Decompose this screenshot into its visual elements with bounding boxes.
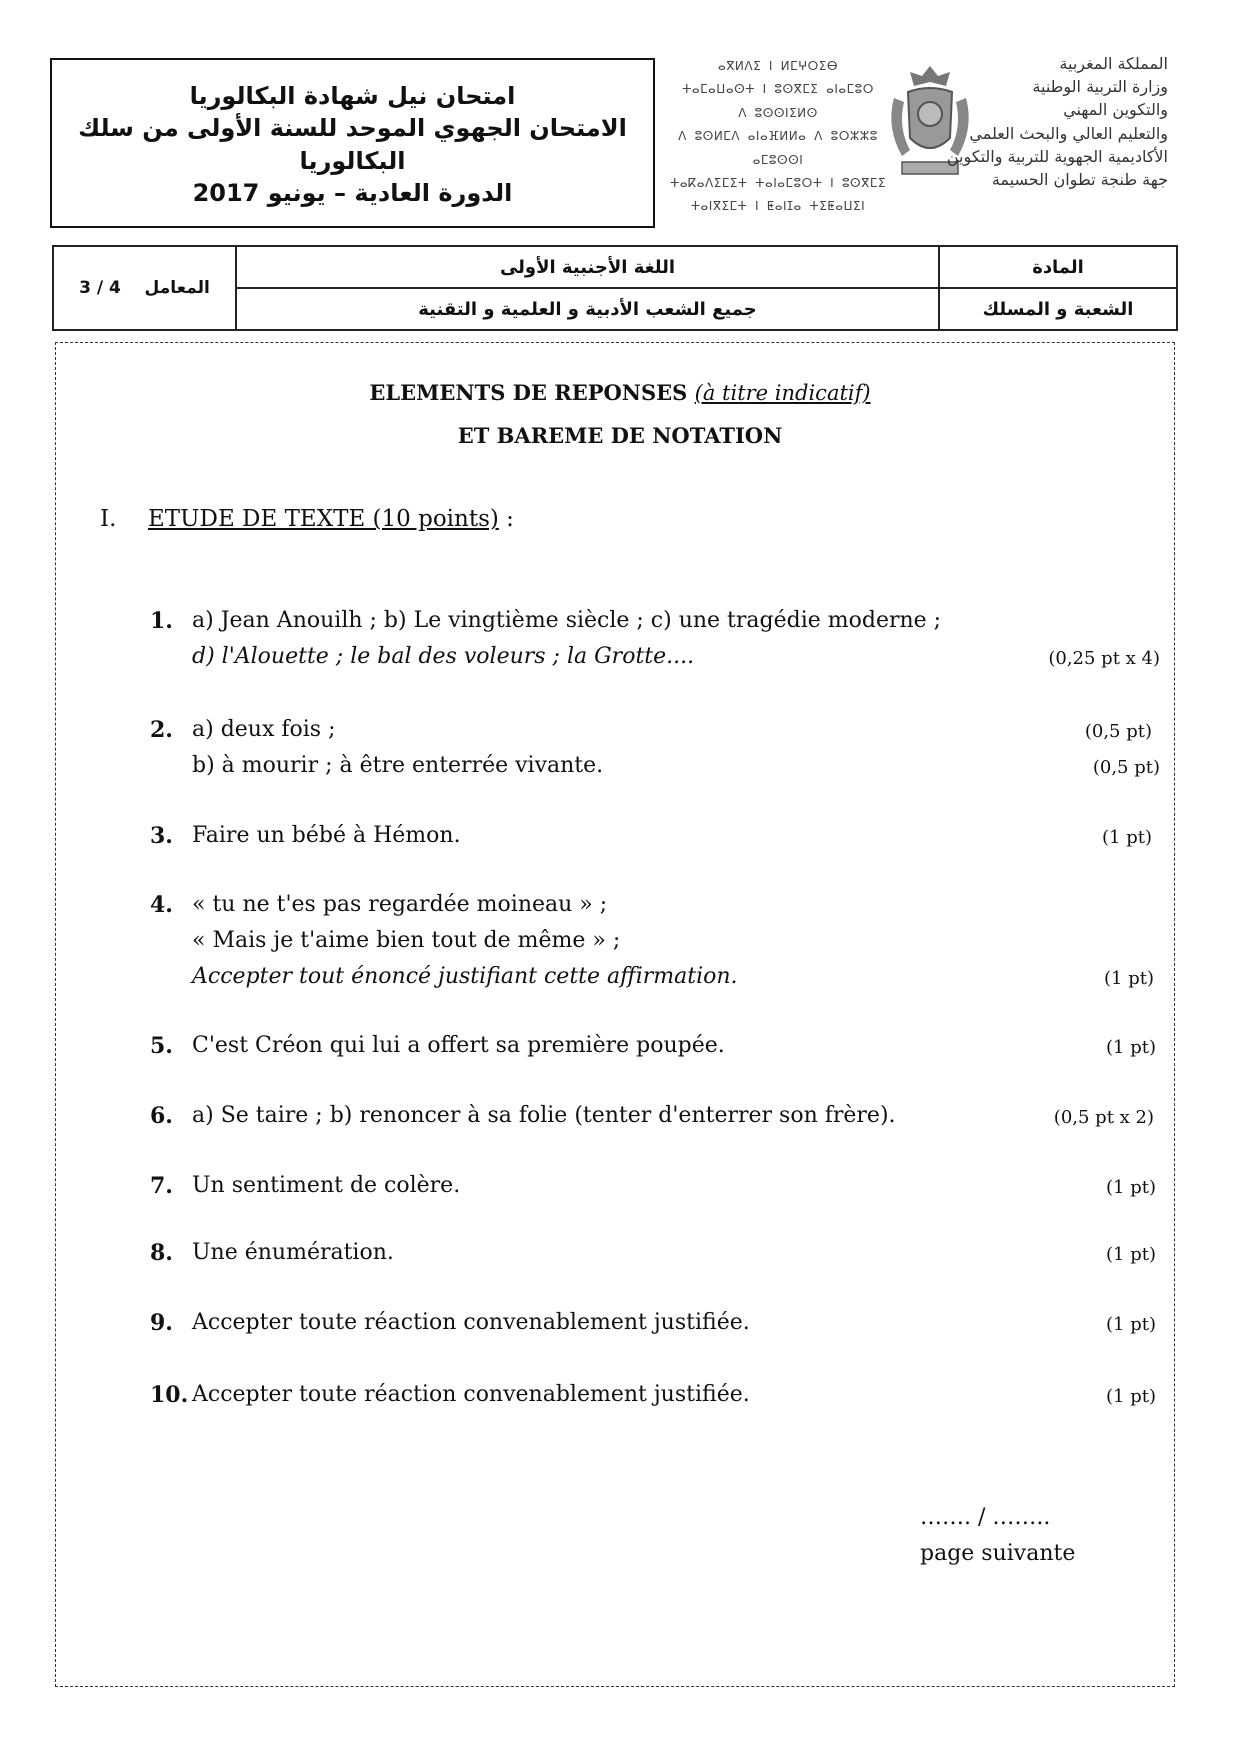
- question-number: 4.: [150, 892, 173, 918]
- exam-title-line-1: امتحان نيل شهادة البكالوريا: [189, 82, 516, 110]
- points: (0,5 pt x 2): [1053, 1107, 1154, 1128]
- points: (1 pt): [1106, 1037, 1156, 1058]
- question-number: 5.: [150, 1033, 173, 1059]
- answer-line: a) Se taire ; b) renoncer à sa folie (tenter d'enterrer son frère).: [192, 1103, 896, 1128]
- ministry-ar-line: المملكة المغربية: [1059, 54, 1168, 73]
- heading-1: ELEMENTS DE REPONSES: [369, 380, 695, 405]
- points: (1 pt): [1106, 1177, 1156, 1198]
- answer-line: a) deux fois ;: [192, 717, 336, 742]
- answer-line: Accepter toute réaction convenablement justifiée.: [192, 1382, 750, 1407]
- answer-line: « Mais je t'aime bien tout de même » ;: [192, 928, 621, 953]
- points: (1 pt): [1102, 827, 1152, 848]
- ministry-tf-line: ⵜⴰⵎⴰⵡⴰⵙⵜ ⵏ ⵓⵙⴳⵎⵉ ⴰⵏⴰⵎⵓⵔ: [682, 82, 874, 97]
- question-number: 6.: [150, 1103, 173, 1129]
- ministry-tifinagh: [668, 55, 888, 219]
- ministry-tf-line: ⵜⴰⵏⴳⵉⵎⵜ ⵏ ⵟⴰⵏⵊⴰ ⵜⵉⵟⴰⵡⵉⵏ: [690, 199, 866, 214]
- heading-1-italic: (à titre indicatif): [694, 381, 871, 405]
- next-page-label: page suivante: [920, 1541, 1076, 1566]
- question-number: 7.: [150, 1173, 173, 1199]
- ministry-tf-line: ⴰⴳⵍⴷⵉ ⵏ ⵍⵎⵖⵔⵉⴱ: [717, 59, 839, 73]
- question-3: [150, 818, 1160, 854]
- heading-2: ET BAREME DE NOTATION: [457, 423, 783, 448]
- answer-line: a) Jean Anouilh ; b) Le vingtième siècle ; c) une tragédie moderne ;: [192, 608, 942, 633]
- section-title: ETUDE DE TEXTE (10 points): [148, 506, 499, 532]
- ministry-tf-line: ⵜⴰⴽⴰⴷⵉⵎⵉⵜ ⵜⴰⵏⴰⵎⵓⵔⵜ ⵏ ⵓⵙⴳⵎⵉ: [670, 175, 886, 190]
- branch-value: جميع الشعب الأدبية و العلمية و التقنية: [236, 288, 939, 330]
- exam-title-line-3: الدورة العادية – يونيو 2017: [192, 179, 513, 208]
- question-number: 9.: [150, 1310, 173, 1336]
- question-8: [150, 1235, 1160, 1271]
- exam-title-line-2: الامتحان الجهوي الموحد للسنة الأولى من سلك البكالوريا: [78, 114, 627, 175]
- coefficient-cell: [53, 246, 236, 330]
- answer-line: Accepter toute réaction convenablement justifiée.: [192, 1310, 750, 1335]
- points: (1 pt): [1106, 1386, 1156, 1407]
- question-2: [150, 712, 1160, 784]
- page-indicator: [920, 1500, 1075, 1572]
- question-10: [150, 1377, 1160, 1413]
- points: (0,5 pt): [1092, 757, 1160, 778]
- ministry-ar-line: الأكاديمية الجهوية للتربية والتكوين: [946, 146, 1168, 166]
- ministry-ar-line: وزارة التربية الوطنية: [1032, 77, 1168, 97]
- question-number: 10.: [150, 1382, 189, 1408]
- answer-line: Un sentiment de colère.: [192, 1173, 461, 1198]
- points: (1 pt): [1104, 968, 1154, 989]
- question-5: [150, 1028, 1160, 1064]
- section-heading: [100, 506, 514, 532]
- page-number-blank: ……. / ……..: [920, 1505, 1051, 1530]
- section-suffix: :: [498, 506, 514, 532]
- branch-label: الشعبة و المسلك: [939, 288, 1177, 330]
- answer-line: « tu ne t'es pas regardée moineau » ;: [192, 892, 608, 917]
- subject-label: المادة: [939, 246, 1177, 288]
- subject-value: اللغة الأجنبية الأولى: [236, 246, 939, 288]
- question-9: [150, 1305, 1160, 1341]
- answer-line: Faire un bébé à Hémon.: [192, 823, 461, 848]
- heading-elements: [0, 380, 1240, 405]
- points: (0,25 pt x 4): [1048, 648, 1160, 669]
- exam-title-box: [50, 58, 655, 228]
- question-6: [150, 1098, 1160, 1134]
- question-1: [150, 603, 1160, 675]
- ministry-arabic: [948, 52, 1168, 191]
- section-number: I.: [100, 506, 117, 532]
- points: (1 pt): [1106, 1314, 1156, 1335]
- dashed-frame: [55, 342, 1175, 1687]
- question-4: [150, 887, 1160, 995]
- coef-value: 3 / 4: [79, 278, 121, 298]
- ministry-tf-line: ⴷ ⵓⵙⵙⵏⵉⵍⵙ: [738, 105, 818, 120]
- ministry-ar-line: والتكوين المهني: [1063, 100, 1168, 120]
- question-number: 3.: [150, 823, 173, 849]
- ministry-ar-line: جهة طنجة تطوان الحسيمة: [991, 169, 1168, 189]
- answer-line: b) à mourir ; à être enterrée vivante.: [192, 753, 604, 778]
- subject-table: [52, 245, 1178, 331]
- question-7: [150, 1168, 1160, 1204]
- answer-line: Une énumération.: [192, 1240, 394, 1265]
- answer-line: C'est Créon qui lui a offert sa première poupée.: [192, 1033, 725, 1058]
- answer-line-italic: Accepter tout énoncé justifiant cette affirmation.: [192, 964, 738, 989]
- answer-line-italic: d) l'Alouette ; le bal des voleurs ; la Grotte....: [192, 644, 695, 669]
- ministry-tf-line: ⴷ ⵓⵙⵍⵎⴷ ⴰⵏⴰⴼⵍⵍⴰ ⴷ ⵓⵔⵣⵣⵓ ⴰⵎⵓⵙⵙⵏ: [678, 129, 878, 167]
- question-number: 8.: [150, 1240, 173, 1266]
- coef-label: المعامل: [144, 278, 210, 298]
- question-number: 2.: [150, 717, 173, 743]
- points: (0,5 pt): [1084, 721, 1152, 742]
- ministry-ar-line: والتعليم العالي والبحث العلمي: [969, 123, 1168, 143]
- points: (1 pt): [1106, 1244, 1156, 1265]
- question-number: 1.: [150, 608, 173, 634]
